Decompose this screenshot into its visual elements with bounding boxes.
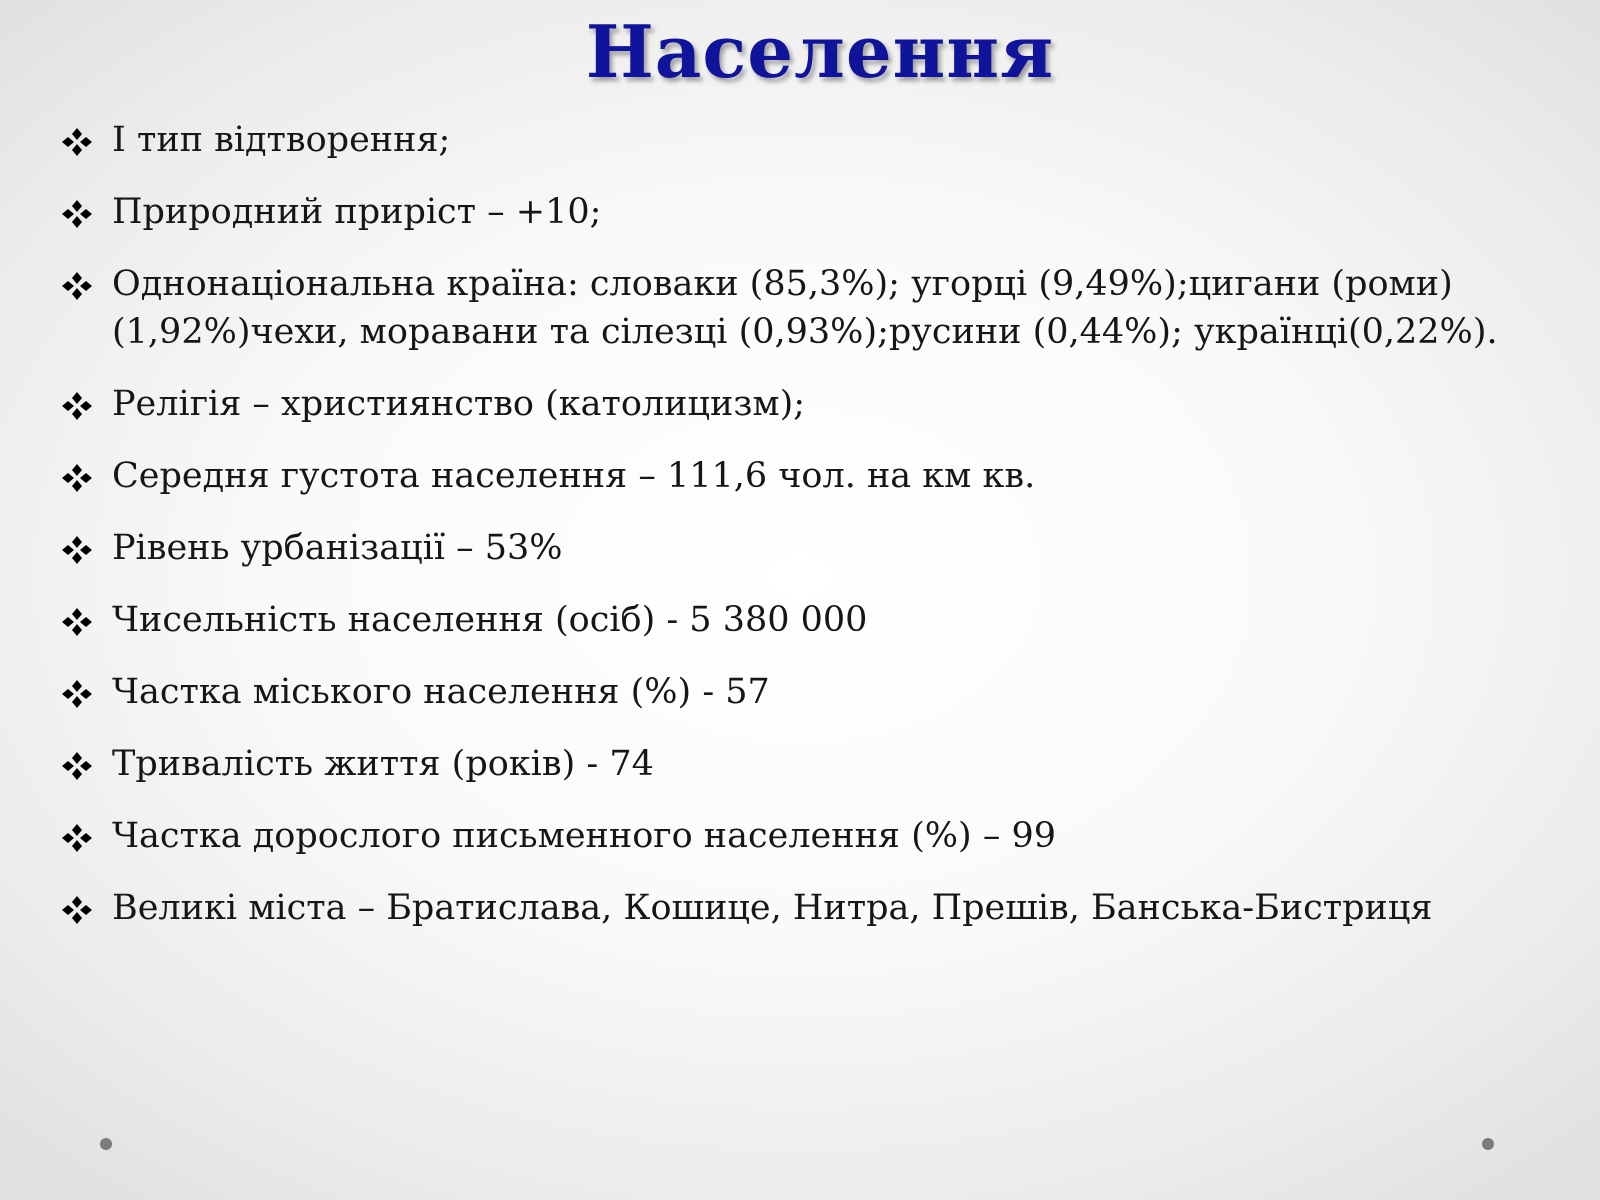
list-item-text: Частка міського населення (%) - 57 [112,672,770,712]
list-item [62,812,1502,860]
diamond-bullet-icon [62,392,92,420]
list-item [62,668,1502,716]
list-item [62,524,1502,572]
list-item [62,596,1502,644]
list-item-text: Великі міста – Братислава, Кошице, Нитра, Прешів, Банська-Бистриця [112,888,1433,928]
list-item [62,740,1502,788]
diamond-bullet-icon [62,680,92,708]
diamond-bullet-icon [62,608,92,636]
diamond-bullet-icon [62,896,92,924]
list-item [62,884,1502,932]
list-item-text: Середня густота населення – 111,6 чол. на км кв. [112,456,1036,496]
diamond-bullet-icon [62,272,92,300]
diamond-bullet-icon [62,128,92,156]
list-item-text: І тип відтворення; [112,120,451,160]
diamond-bullet-icon [62,824,92,852]
list-item-text: Частка дорослого письменного населення (%) – 99 [112,816,1056,856]
list-item-text: Природний приріст – +10; [112,192,602,232]
diamond-bullet-icon [62,464,92,492]
list-item-text: Рівень урбанізації – 53% [112,528,563,568]
decorative-dot-right [1482,1138,1494,1150]
list-item [62,260,1502,356]
decorative-dot-left [100,1138,112,1150]
list-item [62,452,1502,500]
diamond-bullet-icon [62,752,92,780]
slide-title: Населення [585,9,1055,94]
list-item [62,380,1502,428]
bullet-list [62,116,1502,956]
list-item-text: Однонаціональна країна: словаки (85,3%); угорці (9,49%);цигани (роми)(1,92%)чехи, моравани та сілезці (0,93%);русини (0,44%); українці(0,22%). [112,264,1498,352]
list-item-text: Релігія – християнство (католицизм); [112,384,806,424]
diamond-bullet-icon [62,200,92,228]
diamond-bullet-icon [62,536,92,564]
list-item-text: Тривалість життя (років) - 74 [112,744,654,784]
list-item-text: Чисельність населення (осіб) - 5 380 000 [112,600,868,640]
list-item [62,116,1502,164]
list-item [62,188,1502,236]
